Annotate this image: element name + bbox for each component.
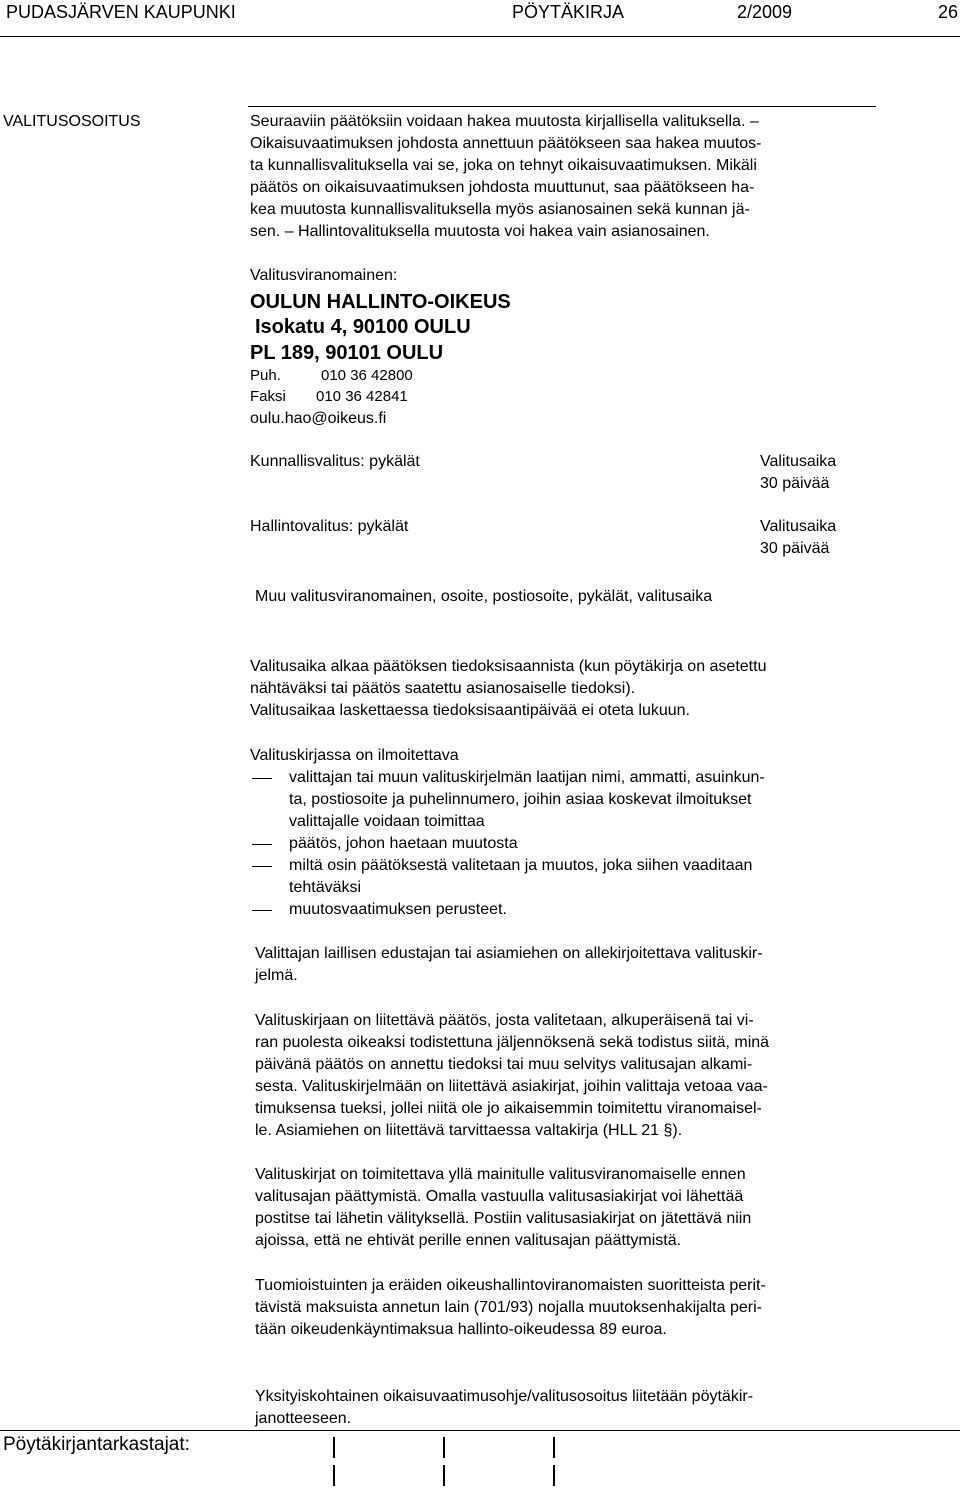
footer-divider <box>0 1430 960 1431</box>
signature-line <box>443 1437 445 1458</box>
signature-line <box>553 1465 555 1486</box>
attachments-paragraph: Valituskirjaan on liitettävä päätös, josta valitetaan, alkuperäisenä tai vi- ran puolesta oikeaksi todistettuna jäljennöksenä sekä todistus siitä, minä päivänä päätös on annettu tiedoksi tai muu selvitys valitusajan alkami- sesta. Valituskirjelmään on liitettävä asiakirjat, joihin valittaja vetoaa vaa- timuksensa tueksi, jollei niitä ole jo aikaisemmin toimitettu viranomaisel- le. Asiamiehen on liitettävä tarvittaessa valtakirja (HLL 21 §). <box>255 1012 770 1139</box>
list-item: valittajan tai muun valituskirjelmän laatijan nimi, ammatti, asuinkun- ta, postiosoite ja puhelinnumero, joihin asiaa koskevat ilmoitukset valittajalle voidaan toimittaa <box>289 769 765 830</box>
authority-name: OULUN HALLINTO-OIKEUS <box>250 291 511 313</box>
list-item: päätös, johon haetaan muutosta <box>289 835 518 852</box>
delivery-paragraph: Valituskirjat on toimitettava yllä mainitulle valitusviranomaiselle ennen valitusajan päättymistä. Omalla vastuulla valitusasiakirjat voi lähettää postitse tai lähetin välityksellä. Postiin valitusasiakirjat on jätettävä niin ajoissa, että ne ehtivät perille ennen valitusajan päättymistä. <box>255 1166 752 1249</box>
letter-contents-heading: Valituskirjassa on ilmoitettava <box>250 747 459 764</box>
header-divider <box>0 36 960 37</box>
fee-paragraph: Tuomioistuinten ja eräiden oikeushallintoviranomaisten suoritteista perit- tävistä maksuista annetun lain (701/93) nojalla muutoksenhakijalta peri- tään oikeudenkäyntimaksua hallinto-oikeudessa 89 euroa. <box>255 1277 766 1338</box>
signature-line <box>333 1465 335 1486</box>
intro-line: ta kunnallisvalituksella vai se, joka on tehnyt oikaisuvaatimuksen. Mikäli <box>250 157 757 174</box>
signature-line <box>333 1437 335 1458</box>
other-authority: Muu valitusviranomainen, osoite, postiosoite, pykälät, valitusaika <box>255 588 713 605</box>
authority-po-box: PL 189, 90101 OULU <box>250 342 444 364</box>
paragraph-line: Valitusaikaa laskettaessa tiedoksisaantipäivää ei oteta lukuun. <box>250 702 690 719</box>
intro-line: Oikaisuvaatimuksen johdosta annettuun päätökseen saa hakea muutos- <box>250 135 762 152</box>
intro-line: Seuraaviin päätöksiin voidaan hakea muutosta kirjallisella valituksella. – <box>250 113 759 130</box>
authority-email: oulu.hao@oikeus.fi <box>250 410 387 427</box>
intro-line: päätös on oikaisuvaatimuksen johdosta muuttunut, saa päätökseen ha- <box>250 179 755 196</box>
appeal-period-label: Valitusaika <box>760 453 837 470</box>
header-doc-type: PÖYTÄKIRJA <box>512 2 625 22</box>
intro-paragraph <box>250 111 761 243</box>
paragraph-line: nähtäväksi tai päätös saatettu asianosaiselle tiedoksi). <box>250 680 636 697</box>
footer-reviewers-label: Pöytäkirjantarkastajat: <box>3 1434 190 1455</box>
appeal-period: 30 päivää <box>760 540 830 557</box>
header-doc-number: 2/2009 <box>737 2 793 22</box>
appeal-period: 30 päivää <box>760 475 830 492</box>
signature-line <box>553 1437 555 1458</box>
section-title: VALITUSOSOITUS <box>3 113 141 130</box>
section-rule <box>248 106 876 107</box>
header-page-number: 26 <box>938 2 959 22</box>
signature-line <box>443 1465 445 1486</box>
paragraph-line: Valitusaika alkaa päätöksen tiedoksisaannista (kun pöytäkirja on asetettu <box>250 658 767 675</box>
intro-line: sen. – Hallintovalituksella muutosta voi hakea vain asianosainen. <box>250 223 710 240</box>
authority-phone: 010 36 42800 <box>321 367 413 384</box>
dash-bullet <box>252 844 272 845</box>
dash-bullet <box>252 910 272 911</box>
intro-line: kea muutosta kunnallisvalituksella myös asianosainen sekä kunnan jä- <box>250 201 750 218</box>
list-item: miltä osin päätöksestä valitetaan ja muutos, joka siihen vaaditaan tehtäväksi <box>289 857 753 896</box>
dash-bullet <box>252 778 272 779</box>
note-paragraph: Yksityiskohtainen oikaisuvaatimusohje/valitusosoitus liitetään pöytäkir- janotteeseen. <box>255 1388 754 1427</box>
authority-street: Isokatu 4, 90100 OULU <box>255 316 471 338</box>
appeal-period-label: Valitusaika <box>760 518 837 535</box>
dash-bullet <box>252 866 272 867</box>
appeal-type: Kunnallisvalitus: pykälät <box>250 453 420 470</box>
header-organization: PUDASJÄRVEN KAUPUNKI <box>6 2 236 22</box>
authority-label: Valitusviranomainen: <box>250 267 398 284</box>
authority-fax-label: Faksi <box>250 388 286 405</box>
authority-fax: 010 36 42841 <box>316 388 408 405</box>
representative-paragraph: Valittajan laillisen edustajan tai asiamiehen on allekirjoitettava valituskir- jelmä. <box>255 945 763 984</box>
list-item: muutosvaatimuksen perusteet. <box>289 901 507 918</box>
period-start-paragraph <box>250 656 766 722</box>
authority-phone-label: Puh. <box>250 367 281 384</box>
appeal-type: Hallintovalitus: pykälät <box>250 518 409 535</box>
